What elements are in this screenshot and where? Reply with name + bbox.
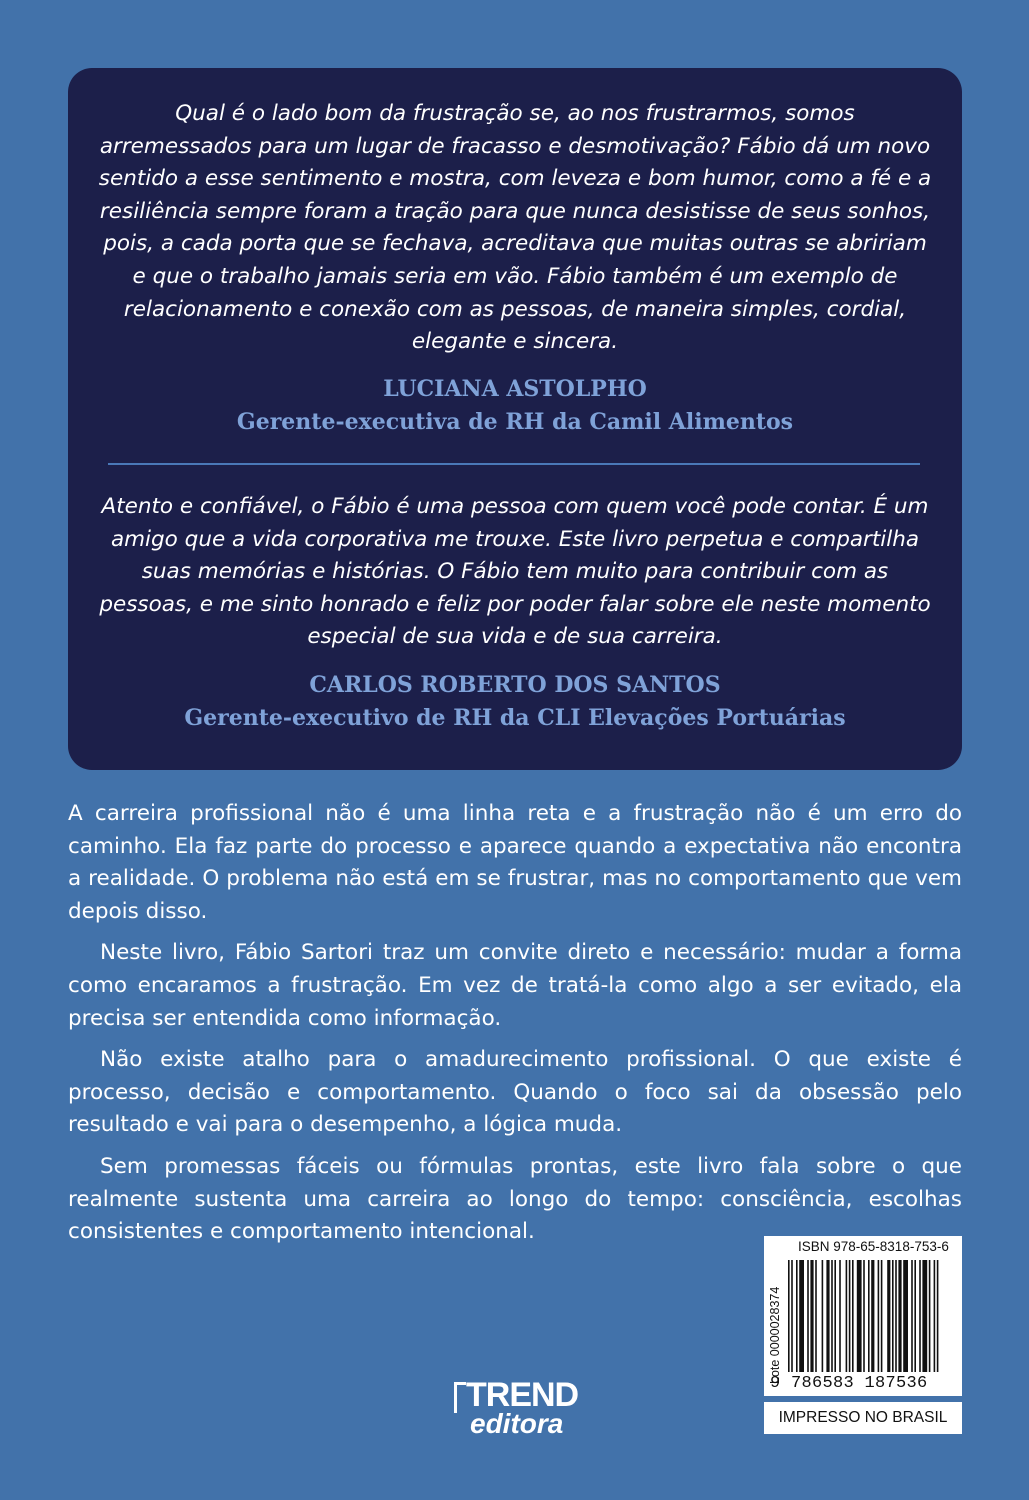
barcode-bar — [857, 1260, 862, 1372]
barcode-bar — [863, 1260, 865, 1372]
testimonial-role-1: Gerente-executiva de RH da Camil Alimentos — [236, 409, 794, 435]
isbn-barcode — [764, 1236, 962, 1396]
barcode-bar — [937, 1260, 939, 1372]
barcode-bar — [892, 1260, 894, 1372]
barcode-bar — [807, 1260, 809, 1372]
barcode-bar — [791, 1260, 793, 1372]
testimonial-author-2: CARLOS ROBERTO DOS SANTOS — [309, 672, 721, 698]
testimonials-panel — [68, 68, 962, 770]
barcode-bar — [868, 1260, 870, 1372]
barcode-bar — [849, 1260, 851, 1372]
barcode-bar — [895, 1260, 897, 1372]
barcode-bar — [914, 1260, 916, 1372]
barcode-bar — [796, 1260, 798, 1372]
isbn-number: ISBN 978-65-8318-753-6 — [798, 1239, 949, 1254]
logo-trend-text: TREND — [466, 1376, 579, 1414]
testimonial-author-1: LUCIANA ASTOLPHO — [383, 376, 647, 402]
barcode-bar — [810, 1260, 813, 1372]
description-paragraph-1: A carreira profissional não é uma linha reta e a frustração não é um erro do caminho. Ela faz parte do processo e aparece quando a expectativa não encontra a realidade. O problema não está em se frustrar, mas no comportamento que vem depois disso. — [68, 801, 962, 924]
barcode-bar — [871, 1260, 874, 1372]
barcode-bar — [911, 1260, 913, 1372]
testimonial-quote-1: Qual é o lado bom da frustração se, ao nos frustrarmos, somos arremessados para um lugar de fracasso e desmotivação? Fábio dá um novo sentido a esse sentimento e mostra, com leveza e bom humor, como a fé e a resiliência sempre foram a tração para que nunca desistisse de seus sonhos, pois, a cada porta que se fechava, acreditava que muitas outras se abririam e que o trabalho jamais seria em vão. Fábio também é um exemplo de relacionamento e conexão com as pessoas, de maneira simples, cordial, elegante e sincera. — [98, 101, 932, 355]
barcode-bar — [852, 1260, 854, 1372]
barcode-bar — [903, 1260, 908, 1372]
book-description — [68, 798, 962, 1249]
logo-bracket-mark — [454, 1382, 466, 1413]
barcode-bar — [799, 1260, 804, 1372]
barcode-bar — [929, 1260, 931, 1372]
barcode-bars — [786, 1260, 956, 1374]
barcode-bar — [898, 1260, 901, 1372]
printed-in-label: IMPRESSO NO BRASIL — [764, 1402, 962, 1434]
barcode-bar — [846, 1260, 848, 1372]
barcode-bar — [881, 1260, 883, 1372]
barcode-bar — [922, 1260, 927, 1372]
barcode-bar — [839, 1260, 841, 1372]
description-paragraph-2: Neste livro, Fábio Sartori traz um convite direto e necessário: mudar a forma como encaramos a frustração. Em vez de tratá-la como algo a ser evitado, ela precisa ser entendida como informação. — [68, 940, 962, 1031]
barcode-bar — [822, 1260, 824, 1372]
testimonial-quote-2: Atento e confiável, o Fábio é uma pessoa com quem você pode contar. É um amigo que a vida corporativa me trouxe. Este livro perpetua e compartilha suas memórias e histórias. O Fábio tem muito para contribuir com as pessoas, e me sinto honrado e feliz por poder falar sobre ele neste momento especial de sua vida e de sua carreira. — [99, 494, 931, 650]
testimonial-divider — [108, 463, 920, 465]
description-paragraph-4: Sem promessas fáceis ou fórmulas prontas, este livro fala sobre o que realmente sustenta uma carreira ao longo do tempo: consciência, escolhas consistentes e comportamento intencional. — [68, 1153, 962, 1245]
lote-number: Lote 0000028374 — [768, 1286, 782, 1384]
barcode-bar — [826, 1260, 829, 1372]
barcode-bar — [831, 1260, 833, 1372]
barcode-bar — [919, 1260, 921, 1372]
barcode-bar — [815, 1260, 817, 1372]
barcode-bar — [788, 1260, 790, 1372]
barcode-bar — [878, 1260, 880, 1372]
publisher-logo — [452, 1376, 582, 1442]
barcode-digits: 9 786583 187536 — [770, 1374, 928, 1393]
logo-editora-text: editora — [470, 1408, 564, 1439]
barcode-bar — [934, 1260, 936, 1372]
description-paragraph-3: Não existe atalho para o amadurecimento profissional. O que existe é processo, decisão e comportamento. Quando o foco sai da obsessão pelo resultado e vai para o desempenho, a lógica muda. — [68, 1047, 962, 1138]
barcode-bar — [887, 1260, 890, 1372]
barcode-bar — [834, 1260, 836, 1372]
testimonial-role-2: Gerente-executivo de RH da CLI Elevações Portuárias — [184, 705, 846, 731]
